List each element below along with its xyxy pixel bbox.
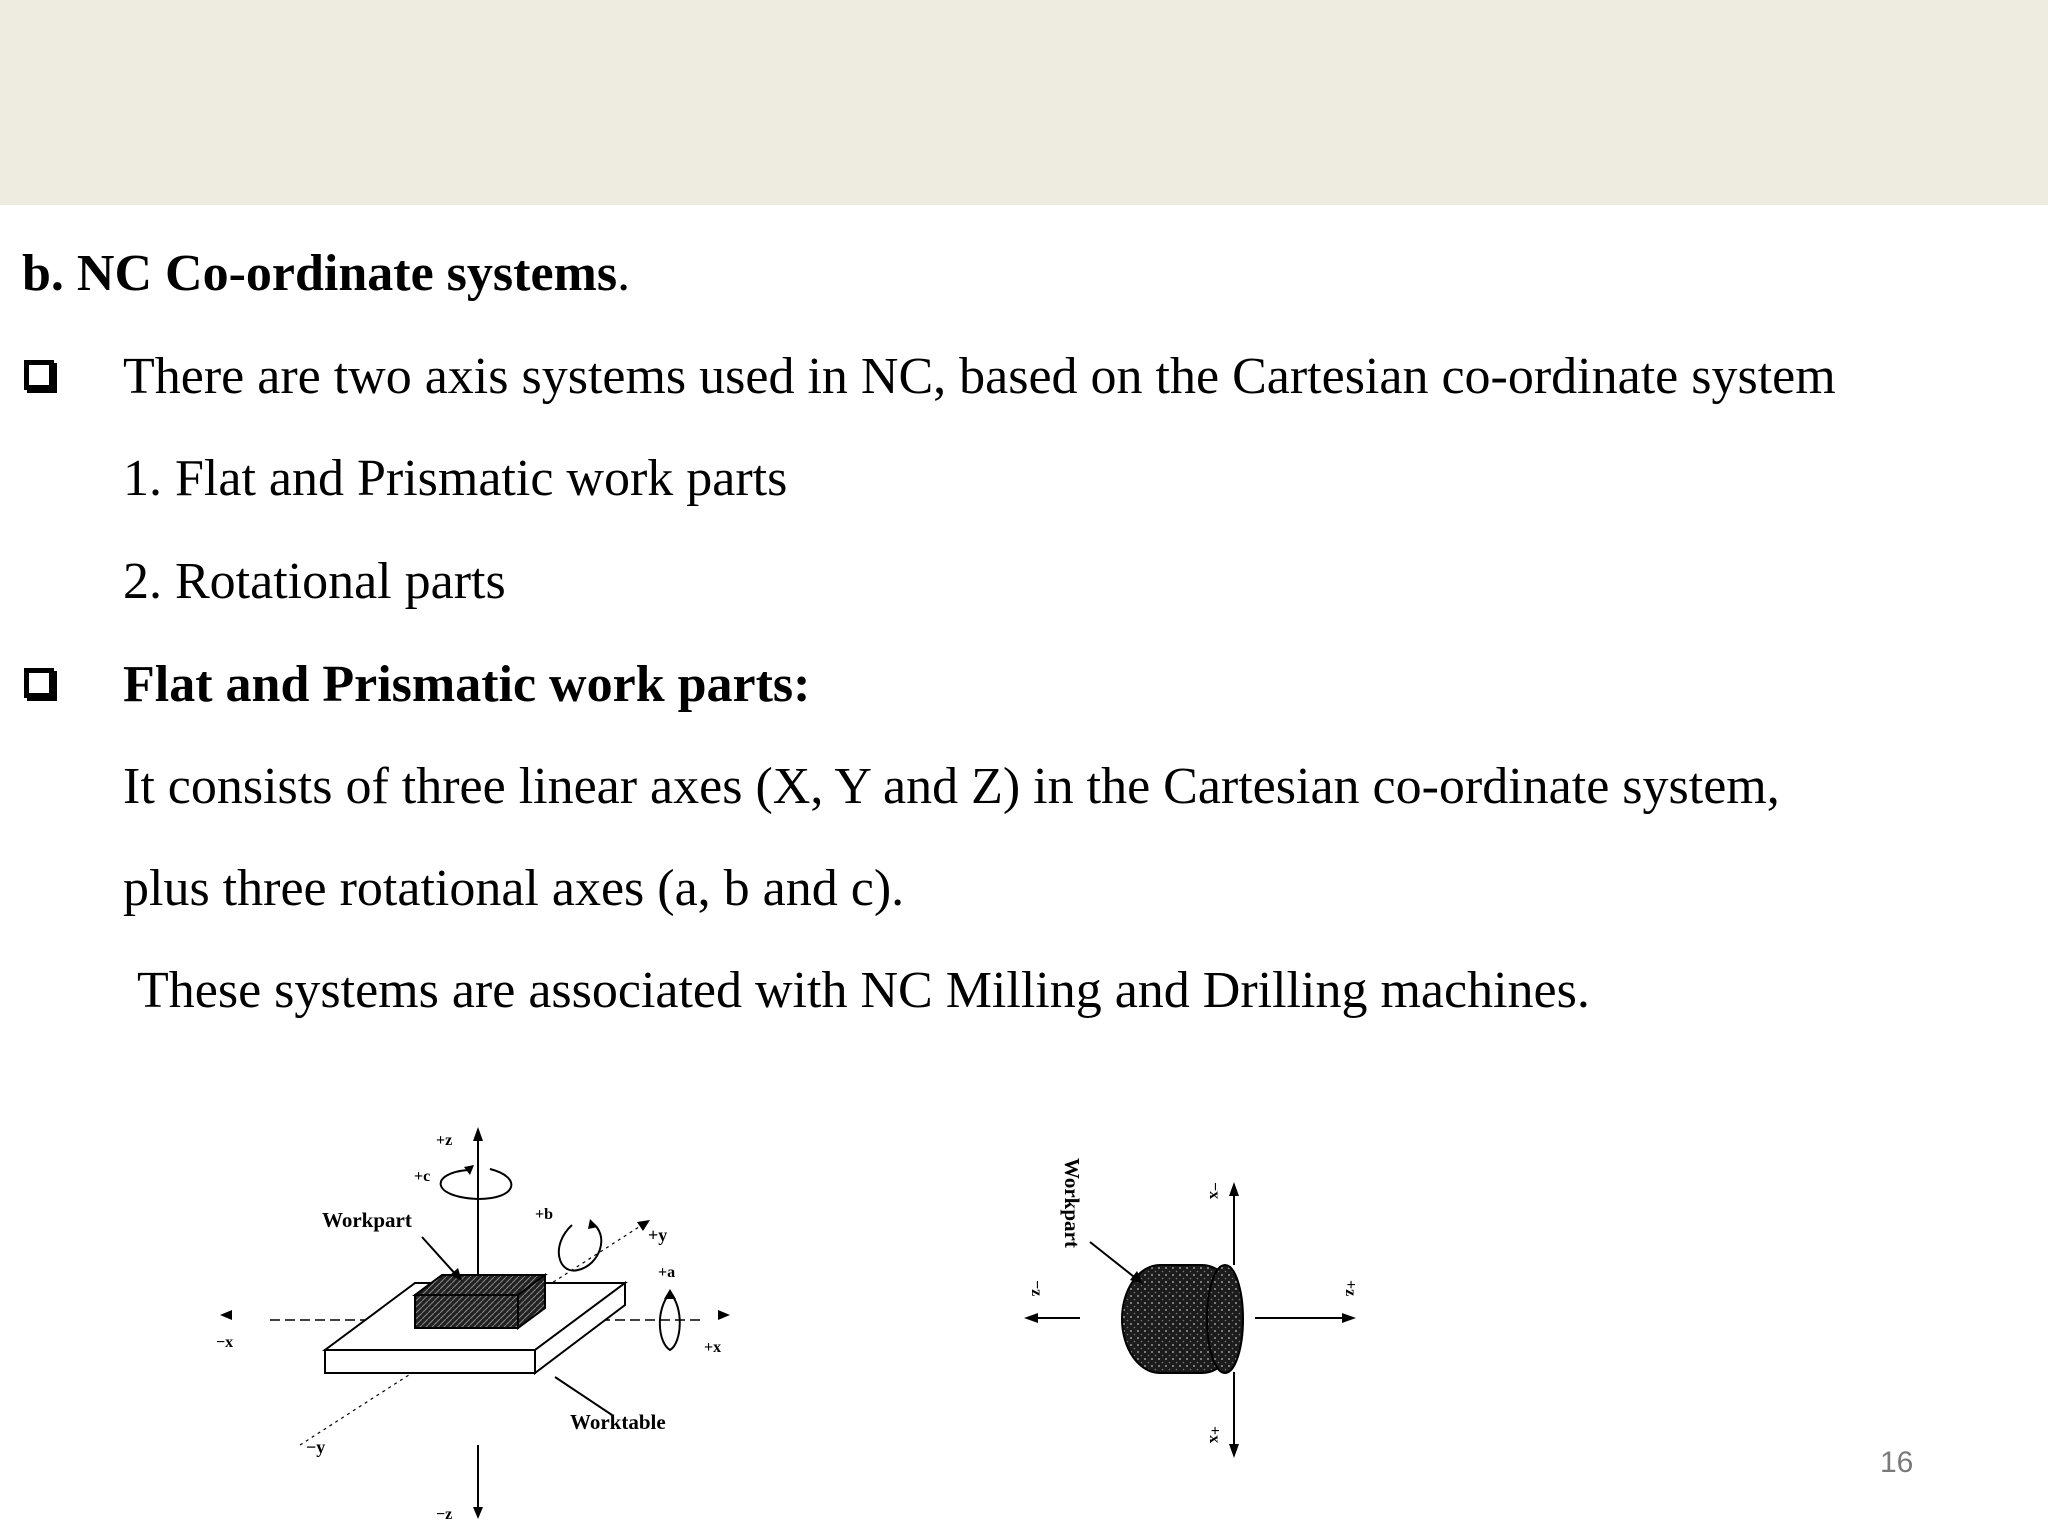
label-minus-y: −y <box>306 1437 326 1457</box>
rotation-c-arrow-icon <box>441 1169 512 1199</box>
left-arrow-icon <box>1024 1313 1038 1323</box>
plus-x-arrow-icon <box>718 1310 730 1320</box>
rotational-label-top: −x <box>1206 1182 1223 1200</box>
page-number: 16 <box>1880 1446 1914 1479</box>
minus-z-arrow-icon <box>473 1507 483 1519</box>
list-item-rotational: 2. Rotational parts <box>123 553 506 610</box>
rotational-label-left: −z <box>1028 1280 1045 1297</box>
rotational-label-bottom: +x <box>1206 1426 1223 1444</box>
label-minus-x: −x <box>216 1334 234 1351</box>
label-worktable: Worktable <box>570 1410 666 1434</box>
slide-heading <box>22 244 630 304</box>
rotational-workpart-end <box>1207 1265 1243 1373</box>
worktable-front <box>325 1350 535 1373</box>
label-plus-c: +c <box>414 1168 431 1185</box>
paragraph-line-2: plus three rotational axes (a, b and c). <box>123 860 905 917</box>
workpart-block-front <box>415 1295 518 1328</box>
minus-x-arrow-icon <box>220 1310 232 1320</box>
rotation-a-arrowhead-icon <box>664 1289 676 1299</box>
slide-heading-bold: b. NC Co-ordinate systems <box>22 245 618 302</box>
label-workpart: Workpart <box>322 1208 412 1232</box>
plus-z-arrow-icon <box>473 1127 483 1141</box>
paragraph-line-3: These systems are associated with NC Milling and Drilling machines. <box>137 962 1590 1019</box>
label-plus-a: +a <box>658 1264 676 1281</box>
bullet-flat-prismatic-heading: Flat and Prismatic work parts: <box>123 656 811 713</box>
bullet-axis-systems: There are two axis systems used in NC, based on the Cartesian co-ordinate system <box>123 348 1836 405</box>
right-arrow-icon <box>1342 1313 1356 1323</box>
rotational-label-right: +z <box>1342 1280 1359 1297</box>
checkbox-bullet-icon <box>24 360 54 390</box>
label-plus-z: +z <box>436 1132 453 1149</box>
rotational-label-workpart: Workpart <box>1060 1158 1084 1248</box>
workpart-leader-line <box>422 1237 458 1277</box>
list-item-flat-prismatic: 1. Flat and Prismatic work parts <box>123 450 788 507</box>
header-band <box>0 0 2048 205</box>
rotation-a-arrow-icon <box>660 1293 680 1350</box>
rotational-workpart-leader-line <box>1090 1242 1138 1280</box>
down-arrow-icon <box>1229 1444 1239 1458</box>
up-arrow-icon <box>1229 1182 1239 1196</box>
rotational-axes-figure <box>1010 1140 1390 1480</box>
label-plus-x: +x <box>704 1339 722 1356</box>
paragraph-line-1: It consists of three linear axes (X, Y and Z) in the Cartesian co-ordinate system, <box>123 758 1780 815</box>
label-minus-z: −z <box>436 1506 453 1523</box>
label-plus-b: +b <box>535 1206 554 1223</box>
rotation-b-arrow-icon <box>559 1223 601 1271</box>
checkbox-bullet-icon <box>24 668 54 698</box>
label-plus-y: +y <box>648 1225 668 1245</box>
prismatic-axes-figure <box>200 1115 760 1535</box>
slide-heading-period: . <box>617 245 631 302</box>
